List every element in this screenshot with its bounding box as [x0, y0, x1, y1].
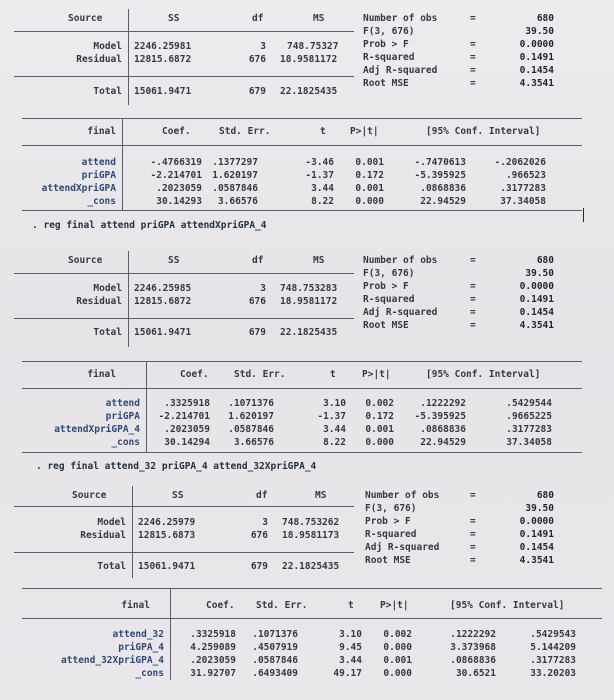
coef-ci-low: .0868836 [450, 655, 496, 666]
coef-p: 0.001 [383, 655, 412, 666]
coef-ci-low: 22.94529 [420, 437, 466, 448]
coef-col-ci: [95% Conf. Interval] [450, 600, 565, 611]
coef-p: 0.000 [383, 668, 412, 679]
anova-model-ms: 748.753262 [282, 517, 340, 528]
coef-var: attendXpriGPA [41, 183, 116, 194]
coef-header-rule [22, 145, 582, 146]
anova-model-df: 3 [260, 41, 266, 52]
anova-residual-df: 676 [250, 530, 268, 541]
coef-ci-low: .1222292 [420, 398, 466, 409]
stat-label-rmse: Root MSE [363, 320, 409, 331]
coef-ci-high: .5429544 [506, 398, 552, 409]
anova-df-header: df [252, 255, 264, 266]
stat-value-f: 39.50 [525, 503, 554, 514]
coef-se: 1.620197 [228, 411, 274, 422]
coef-ci-low: 22.94529 [420, 196, 466, 207]
coef-p: 0.000 [355, 196, 384, 207]
coef-var: attendXpriGPA_4 [54, 424, 140, 435]
coef-value: .3325918 [190, 629, 236, 640]
stat-eq: = [470, 307, 476, 318]
coef-ci-low: 3.373968 [450, 642, 496, 653]
coef-t: 3.10 [339, 629, 362, 640]
anova-residual-ss: 12815.6873 [138, 530, 196, 541]
stat-label-adjr2: Adj R-squared [363, 65, 438, 76]
coef-value: .3325918 [164, 398, 210, 409]
coef-top-rule [22, 361, 582, 362]
stat-eq: = [470, 52, 476, 63]
coef-ci-low: .0868836 [420, 424, 466, 435]
anova-residual-ss: 12815.6872 [134, 54, 192, 65]
anova-residual-ms: 18.9581173 [282, 530, 340, 541]
coef-depvar: final [87, 369, 116, 380]
coef-se: .0587846 [228, 424, 274, 435]
coef-var: attend [81, 157, 116, 168]
coef-col-se: Std. Err. [256, 600, 308, 611]
coef-depvar: final [87, 126, 116, 137]
anova-total-ss: 15061.9471 [134, 327, 192, 338]
anova-vertical-rule [128, 9, 129, 105]
stat-value-nobs: 680 [536, 490, 554, 501]
anova-residual-label: Residual [76, 296, 122, 307]
stat-label-r2: R-squared [363, 52, 415, 63]
coef-ci-low: .1222292 [450, 629, 496, 640]
anova-total-rule [14, 552, 354, 553]
coef-col-p: P>|t| [362, 369, 391, 380]
coef-col-p: P>|t| [350, 126, 379, 137]
coef-p: 0.172 [365, 411, 394, 422]
stat-value-r2: 0.1491 [519, 52, 554, 63]
coef-var: _cons [87, 196, 116, 207]
coef-p: 0.001 [365, 424, 394, 435]
coef-ci-high: .5429543 [530, 629, 576, 640]
coef-p: 0.172 [355, 170, 384, 181]
coef-value: .2023059 [156, 183, 202, 194]
coef-ci-high: .3177283 [530, 655, 576, 666]
coef-var: priGPA [105, 411, 140, 422]
stat-label-probf: Prob > F [363, 39, 409, 50]
coef-ci-high: .3177283 [506, 424, 552, 435]
coef-col-coef: Coef. [162, 126, 191, 137]
stat-eq: = [470, 78, 476, 89]
anova-ss-header: SS [172, 490, 184, 501]
coef-col-t: t [320, 126, 326, 137]
stat-eq: = [470, 65, 476, 76]
coef-col-ci: [95% Conf. Interval] [426, 369, 541, 380]
coef-t: 9.45 [339, 642, 362, 653]
anova-ms-header: MS [315, 490, 327, 501]
anova-total-ms: 22.1825435 [282, 561, 340, 572]
coef-var: attend_32 [112, 629, 164, 640]
anova-df-header: df [256, 490, 268, 501]
anova-total-ss: 15061.9471 [134, 86, 192, 97]
coef-p: 0.002 [365, 398, 394, 409]
coef-depvar: final [121, 600, 150, 611]
coef-se: 1.620197 [212, 170, 258, 181]
stat-value-f: 39.50 [525, 26, 554, 37]
stat-value-f: 39.50 [525, 268, 554, 279]
anova-residual-label: Residual [76, 54, 122, 65]
stat-value-probf: 0.0000 [519, 39, 554, 50]
anova-residual-df: 676 [248, 296, 266, 307]
text-cursor [583, 208, 584, 222]
stat-value-adjr2: 0.1454 [519, 307, 554, 318]
anova-total-label: Total [93, 86, 122, 97]
stat-eq: = [470, 542, 476, 553]
coef-ci-low: 30.6521 [455, 668, 496, 679]
coef-value: 30.14293 [156, 196, 202, 207]
coef-col-ci: [95% Conf. Interval] [426, 126, 541, 137]
anova-model-label: Model [93, 283, 122, 294]
stat-eq: = [470, 13, 476, 24]
coef-p: 0.001 [355, 183, 384, 194]
coef-ci-high: .9665225 [506, 411, 552, 422]
stat-label-nobs: Number of obs [363, 13, 438, 24]
coef-var: priGPA [81, 170, 116, 181]
anova-model-ss: 2246.25979 [138, 517, 196, 528]
anova-model-label: Model [97, 517, 126, 528]
coef-var: attend [105, 398, 140, 409]
coef-p: 0.000 [383, 642, 412, 653]
stat-label-probf: Prob > F [363, 281, 409, 292]
stat-value-rmse: 4.3541 [519, 555, 554, 566]
stat-value-r2: 0.1491 [519, 294, 554, 305]
anova-ss-header: SS [168, 255, 180, 266]
stat-value-r2: 0.1491 [519, 529, 554, 540]
anova-total-rule [14, 318, 354, 319]
stat-label-rmse: Root MSE [365, 555, 411, 566]
stat-eq: = [470, 516, 476, 527]
stat-eq: = [470, 320, 476, 331]
coef-p: 0.000 [365, 437, 394, 448]
anova-residual-df: 676 [248, 54, 266, 65]
coef-p: 0.001 [355, 157, 384, 168]
coef-se: 3.66576 [233, 437, 274, 448]
coef-header-rule [22, 618, 602, 619]
coef-se: .1071376 [228, 398, 274, 409]
stat-eq: = [470, 39, 476, 50]
coef-ci-low: .0868836 [420, 183, 466, 194]
coef-value: -.4766319 [150, 157, 202, 168]
stata-command[interactable]: . reg final attend priGPA attendXpriGPA_4 [32, 220, 267, 231]
anova-header-rule [14, 31, 354, 32]
anova-source-header: Source [72, 490, 107, 501]
coef-ci-low: -.7470613 [414, 157, 466, 168]
coef-t: 3.44 [323, 424, 346, 435]
coef-t: -1.37 [305, 170, 334, 181]
coef-ci-high: 5.144209 [530, 642, 576, 653]
stat-label-r2: R-squared [363, 294, 415, 305]
stat-eq: = [470, 255, 476, 266]
anova-residual-ms: 18.9581172 [280, 296, 338, 307]
coef-t: -1.37 [317, 411, 346, 422]
stat-value-rmse: 4.3541 [519, 78, 554, 89]
coef-value: .2023059 [190, 655, 236, 666]
coef-ci-low: -5.395925 [414, 411, 466, 422]
stat-label-f: F(3, 676) [363, 268, 415, 279]
anova-model-label: Model [93, 41, 122, 52]
coef-col-t: t [348, 600, 354, 611]
stat-label-probf: Prob > F [365, 516, 411, 527]
anova-ms-header: MS [313, 13, 325, 24]
coef-top-rule [22, 118, 582, 119]
coef-value: 30.14294 [164, 437, 210, 448]
coef-se: .4507919 [252, 642, 298, 653]
coef-var: attend_32XpriGPA_4 [61, 655, 164, 666]
stat-label-nobs: Number of obs [365, 490, 440, 501]
stat-label-r2: R-squared [365, 529, 417, 540]
stat-eq: = [470, 555, 476, 566]
coef-vertical-rule [122, 118, 123, 210]
coef-t: 3.44 [311, 183, 334, 194]
coef-value: 31.92707 [190, 668, 236, 679]
anova-total-df: 679 [248, 86, 266, 97]
anova-model-ss: 2246.25985 [134, 283, 192, 294]
coef-var: priGPA_4 [118, 642, 164, 653]
anova-model-ms: 748.753283 [280, 283, 338, 294]
coef-col-se: Std. Err. [234, 369, 286, 380]
anova-residual-label: Residual [80, 530, 126, 541]
coef-se: .6493409 [252, 668, 298, 679]
coef-col-se: Std. Err. [219, 126, 271, 137]
coef-col-p: P>|t| [380, 600, 409, 611]
coef-se: .1377297 [212, 157, 258, 168]
coef-var: _cons [135, 668, 164, 679]
anova-total-df: 679 [248, 327, 266, 338]
anova-source-header: Source [68, 255, 103, 266]
coef-col-t: t [330, 369, 336, 380]
stat-eq: = [470, 490, 476, 501]
anova-total-label: Total [97, 561, 126, 572]
stata-command[interactable]: . reg final attend_32 priGPA_4 attend_32XpriGPA_4 [36, 461, 317, 472]
coef-value: -2.214701 [158, 411, 210, 422]
coef-bottom-rule [22, 210, 582, 211]
anova-vertical-rule [128, 251, 129, 347]
stat-value-probf: 0.0000 [519, 516, 554, 527]
coef-t: 8.22 [323, 437, 346, 448]
anova-vertical-rule [132, 486, 133, 578]
coef-ci-high: 33.20203 [530, 668, 576, 679]
coef-se: .0587846 [212, 183, 258, 194]
anova-model-ss: 2246.25981 [134, 41, 192, 52]
regression-output-2 [0, 228, 614, 458]
coef-t: 3.10 [323, 398, 346, 409]
anova-ss-header: SS [168, 13, 180, 24]
stat-value-adjr2: 0.1454 [519, 65, 554, 76]
coef-se: 3.66576 [217, 196, 258, 207]
coef-ci-high: -.2062026 [494, 157, 546, 168]
coef-se: .1071376 [252, 629, 298, 640]
coef-var: _cons [111, 437, 140, 448]
stat-label-adjr2: Adj R-squared [365, 542, 440, 553]
coef-ci-high: .3177283 [500, 183, 546, 194]
stat-value-probf: 0.0000 [519, 281, 554, 292]
anova-total-ss: 15061.9471 [138, 561, 196, 572]
coef-t: 3.44 [339, 655, 362, 666]
coef-ci-high: .966523 [505, 170, 546, 181]
stat-label-f: F(3, 676) [365, 503, 417, 514]
anova-source-header: Source [68, 13, 103, 24]
coef-value: -2.214701 [150, 170, 202, 181]
anova-ms-header: MS [313, 255, 325, 266]
anova-total-ms: 22.1825435 [280, 327, 338, 338]
coef-header-rule [22, 388, 582, 389]
anova-model-ms: 748.75327 [287, 41, 339, 52]
stat-eq: = [470, 281, 476, 292]
coef-ci-high: 37.34058 [506, 437, 552, 448]
stat-label-rmse: Root MSE [363, 78, 409, 89]
anova-total-df: 679 [250, 561, 268, 572]
anova-total-label: Total [93, 327, 122, 338]
stat-label-f: F(3, 676) [363, 26, 415, 37]
anova-model-df: 3 [262, 517, 268, 528]
coef-value: .2023059 [164, 424, 210, 435]
anova-total-ms: 22.1825435 [280, 86, 338, 97]
anova-residual-ms: 18.9581172 [280, 54, 338, 65]
coef-top-rule [22, 588, 602, 589]
anova-residual-ss: 12815.6872 [134, 296, 192, 307]
anova-model-df: 3 [260, 283, 266, 294]
stat-label-adjr2: Adj R-squared [363, 307, 438, 318]
coef-se: .0587846 [252, 655, 298, 666]
coef-value: 4.259089 [190, 642, 236, 653]
regression-output-1 [0, 0, 614, 230]
stat-eq: = [470, 529, 476, 540]
regression-output-3 [0, 470, 614, 700]
coef-ci-low: -5.395925 [414, 170, 466, 181]
anova-header-rule [14, 506, 354, 507]
stat-label-nobs: Number of obs [363, 255, 438, 266]
anova-header-rule [14, 273, 354, 274]
stat-value-nobs: 680 [536, 255, 554, 266]
stat-value-adjr2: 0.1454 [519, 542, 554, 553]
coef-t: -3.46 [305, 157, 334, 168]
stat-value-rmse: 4.3541 [519, 320, 554, 331]
coef-ci-high: 37.34058 [500, 196, 546, 207]
coef-col-coef: Coef. [180, 369, 209, 380]
stat-value-nobs: 680 [536, 13, 554, 24]
coef-t: 8.22 [311, 196, 334, 207]
coef-p: 0.002 [383, 629, 412, 640]
coef-col-coef: Coef. [206, 600, 235, 611]
coef-bottom-rule [22, 452, 582, 453]
stat-eq: = [470, 294, 476, 305]
anova-df-header: df [252, 13, 264, 24]
anova-total-rule [14, 76, 354, 77]
coef-vertical-rule [170, 588, 171, 680]
coef-t: 49.17 [333, 668, 362, 679]
